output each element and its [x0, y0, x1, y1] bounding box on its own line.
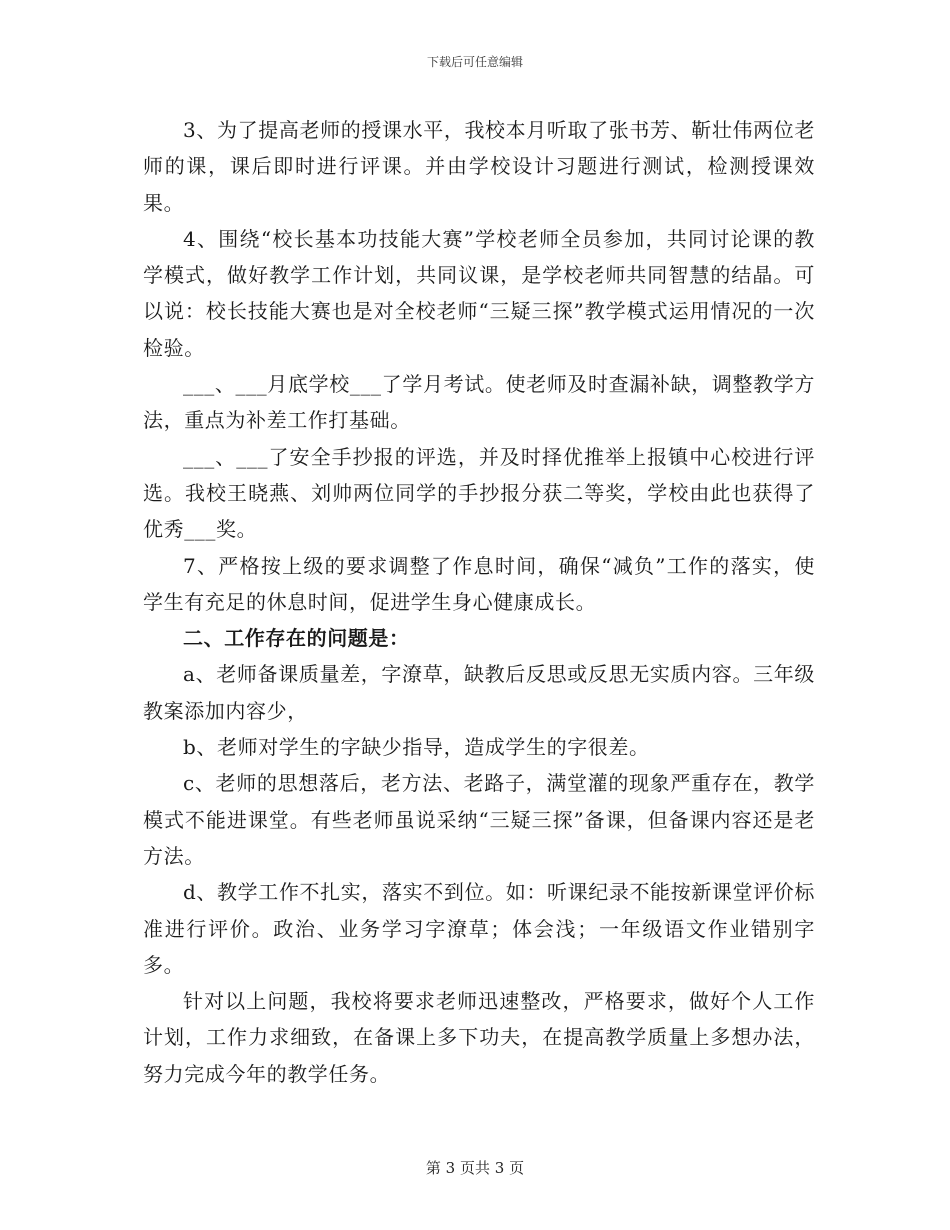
- paragraph-item-4: 4、围绕“校长基本功技能大赛”学校老师全员参加，共同讨论课的教学模式，做好教学工作计划，共同议课，是学校老师共同智慧的结晶。可以说：校长技能大赛也是对全校老师“三疑三探”教学模式运用情况的一次检验。: [143, 226, 815, 360]
- problem-item-c: c、老师的思想落后，老方法、老路子，满堂灌的现象严重存在，教学模式不能进课堂。有些老师虽说采纳“三疑三探”备课，但备课内容还是老方法。: [143, 771, 815, 868]
- paragraph-item-3: 3、为了提高老师的授课水平，我校本月听取了张书芳、靳壮伟两位老师的课，课后即时进行评课。并由学校设计习题进行测试，检测授课效果。: [143, 118, 815, 215]
- page-footer: 第 3 页共 3 页: [425, 1159, 525, 1177]
- section-heading-problems: 二、工作存在的问题是：: [183, 626, 410, 651]
- paragraph-conclusion: 针对以上问题，我校将要求老师迅速整改，严格要求，做好个人工作计划，工作力求细致，在备课上多下功夫，在提高教学质量上多想办法，努力完成今年的教学任务。: [143, 989, 815, 1086]
- problem-item-b: b、老师对学生的字缺少指导，造成学生的字很差。: [183, 735, 650, 760]
- document-body: [143, 112, 815, 1092]
- paragraph-safety-handout: ___、___了安全手抄报的评选，并及时择优推举上报镇中心校进行评选。我校王晓燕、刘帅两位同学的手抄报分获二等奖，学校由此也获得了优秀___奖。: [143, 444, 815, 542]
- problem-item-a: a、老师备课质量差，字潦草，缺教后反思或反思无实质内容。三年级教案添加内容少，: [143, 662, 815, 723]
- paragraph-item-7: 7、严格按上级的要求调整了作息时间，确保“减负”工作的落实，使学生有充足的休息时间，促进学生身心健康成长。: [143, 553, 815, 614]
- paragraph-monthly-exam: ___、___月底学校___了学月考试。使老师及时查漏补缺，调整教学方法，重点为补差工作打基础。: [143, 372, 815, 433]
- page-header: 下载后可任意编辑: [426, 55, 523, 69]
- problem-item-d: d、教学工作不扎实，落实不到位。如：听课纪录不能按新课堂评价标准进行评价。政治、业务学习字潦草；体会浅；一年级语文作业错别字多。: [143, 880, 815, 977]
